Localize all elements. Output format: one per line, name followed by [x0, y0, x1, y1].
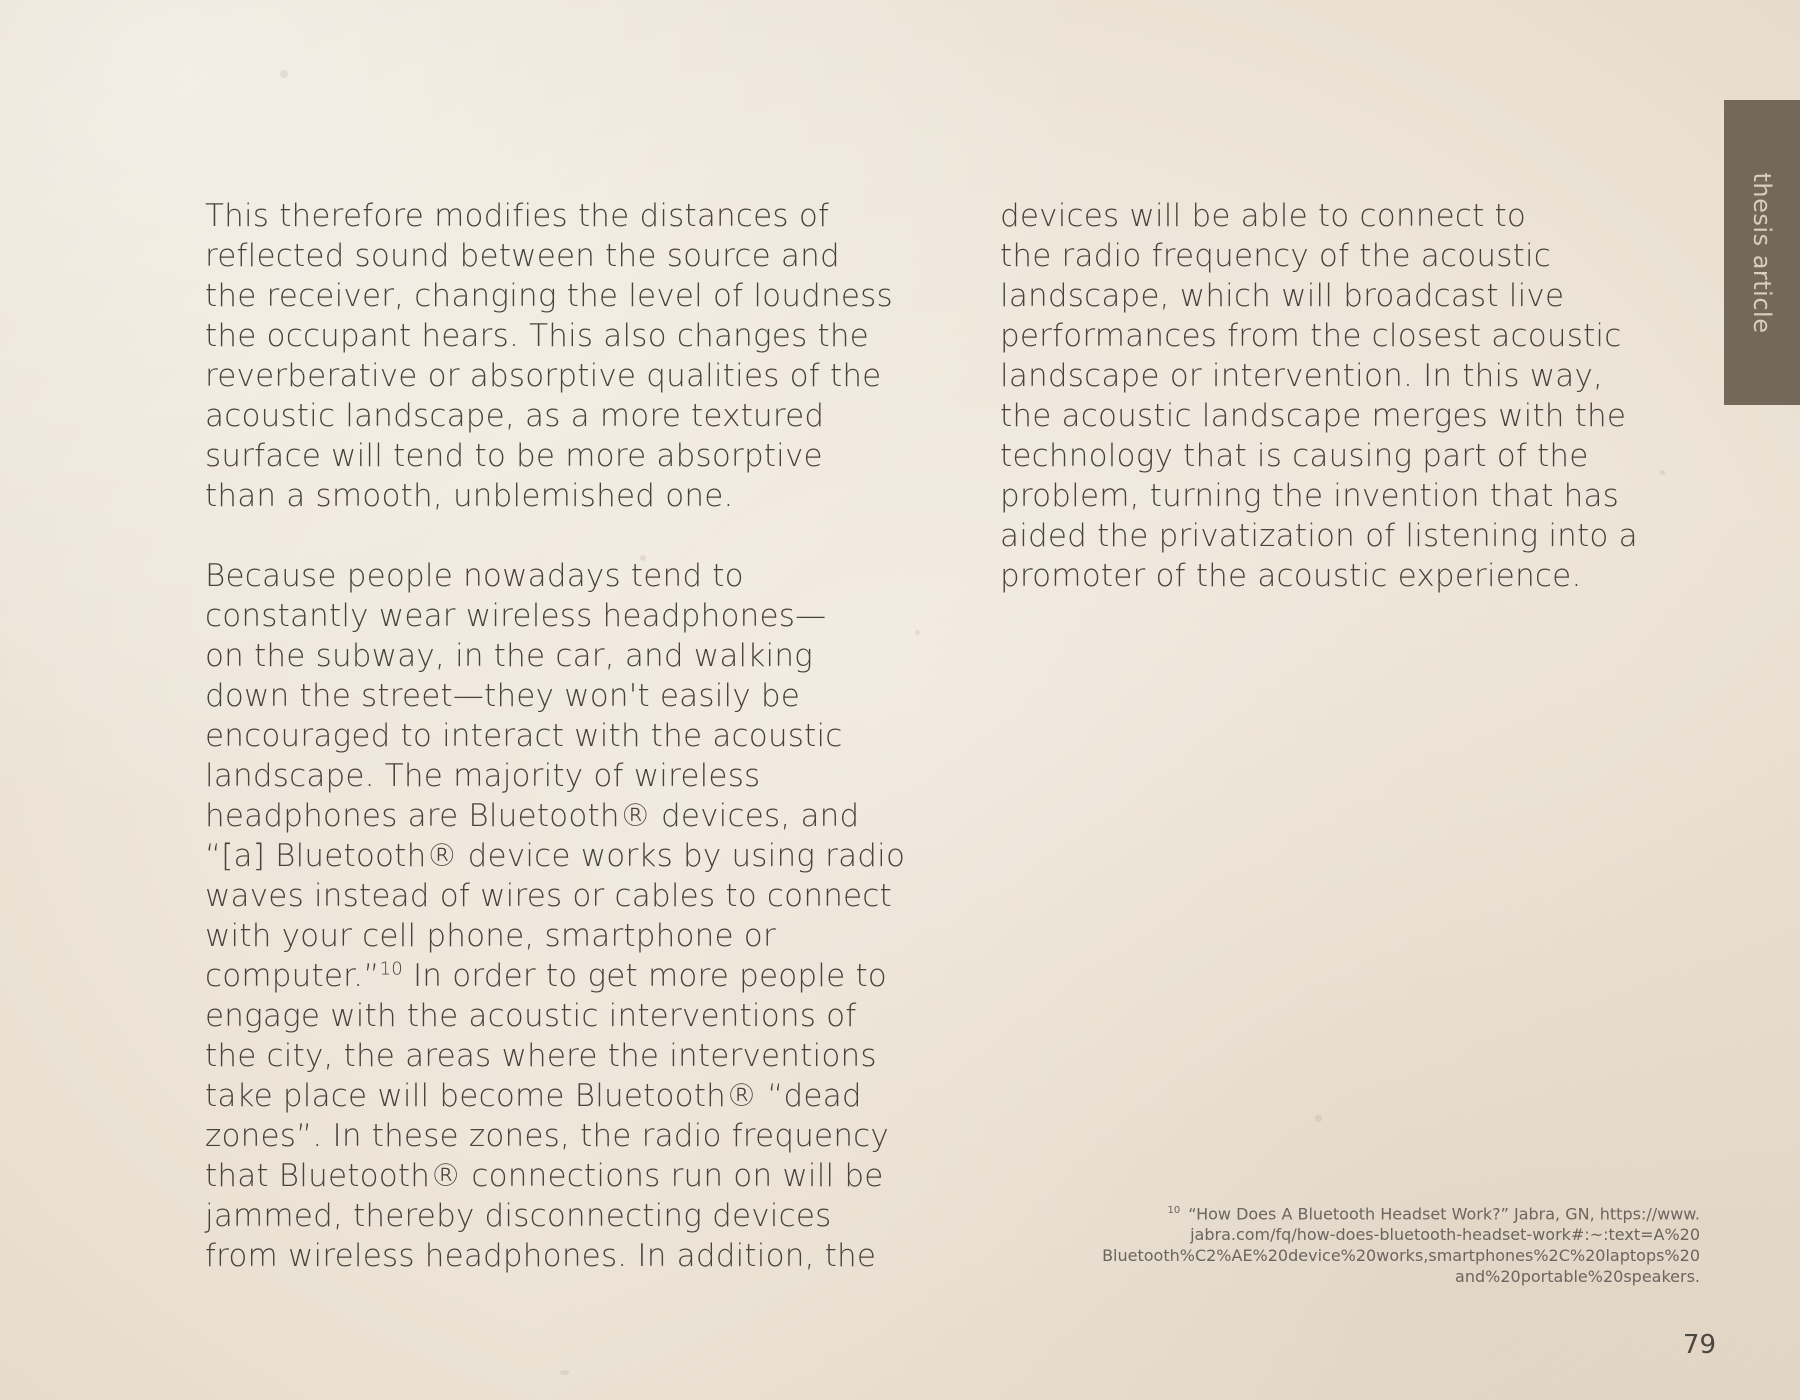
- left-paragraph-2-part-1: Because people nowadays tend to constantly wear wireless headphones— on the subway, in the car, and walking down the street—they won't easily be encouraged to interact with the acoustic landscape. The majority of wireless headphones are Bluetooth® devices, and “[a] Bluetooth® device works by using radio waves instead of wires or cables to connect with your cell phone, smartphone or computer.”: [205, 558, 906, 994]
- footnote-text-line-1: “How Does A Bluetooth Headset Work?” Jabra, GN, https://www.: [1188, 1204, 1700, 1224]
- left-paragraph-2-part-2: In order to get more people to engage with the acoustic interventions of the city, the areas where the interventions take place will become Bluetooth® “dead zones”. In these zones, the radio frequency that Bluetooth® connections run on will be jammed, thereby disconnecting devices from wireless headphones. In addition, the: [205, 958, 889, 1274]
- footnote: [970, 1200, 1700, 1287]
- paper-speck: [560, 1370, 569, 1375]
- right-text-column: [1000, 196, 1690, 596]
- section-tab: [1724, 100, 1800, 405]
- left-text-column: [205, 196, 925, 1276]
- paper-speck: [280, 70, 288, 78]
- right-paragraph-1: devices will be able to connect to the radio frequency of the acoustic landscape, which will broadcast live performances from the closest acoustic landscape or intervention. In this way, the acoustic landscape merges with the technology that is causing part of the problem, turning the invention that has aided the privatization of listening into a promoter of the acoustic experience.: [1000, 198, 1638, 594]
- footnote-number: 10: [1167, 1205, 1181, 1216]
- footnote-line-2: jabra.com/fq/how-does-bluetooth-headset-work#:~:text=A%20: [1190, 1225, 1700, 1245]
- section-tab-label: thesis article: [1748, 172, 1776, 333]
- left-paragraph-1: This therefore modifies the distances of reflected sound between the source and the receiver, changing the level of loudness the occupant hears. This also changes the reverberative or absorptive qualities of the acoustic landscape, as a more textured surface will tend to be more absorptive than a smooth, unblemished one.: [205, 198, 893, 514]
- left-paragraph-2: [205, 556, 925, 1276]
- paper-speck: [1315, 1115, 1322, 1122]
- footnote-line-1: [970, 1200, 1700, 1224]
- page-number: 79: [1682, 1330, 1716, 1360]
- footnote-line-3: Bluetooth%C2%AE%20device%20works,smartphones%2C%20laptops%20: [1102, 1246, 1700, 1266]
- footnote-line-4: and%20portable%20speakers.: [1455, 1267, 1700, 1287]
- footnote-reference: 10: [379, 958, 403, 980]
